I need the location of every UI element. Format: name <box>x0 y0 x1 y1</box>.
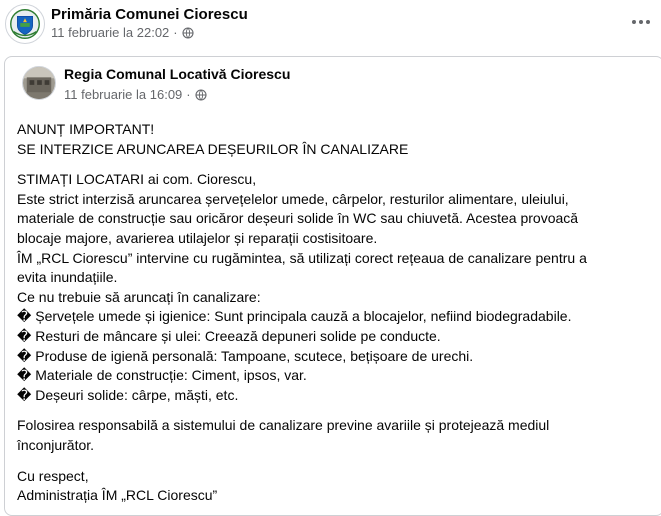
signoff-line: Cu respect, <box>17 467 89 484</box>
post-timestamp[interactable]: 11 februarie la 22:02 <box>51 25 170 40</box>
shared-post-meta <box>64 87 207 102</box>
announcement-subheading: SE INTERZICE ARUNCAREA DEȘEURILOR ÎN CANALIZARE <box>17 140 409 157</box>
list-item: � Șervețele umede și igienice: Sunt principala cauză a blocajelor, nefiind biodegradabile. <box>17 308 572 325</box>
shared-page-avatar[interactable] <box>22 66 56 100</box>
meta-separator: · <box>173 25 178 40</box>
outer-post-header <box>0 0 661 50</box>
post-meta <box>51 25 194 40</box>
shared-post-timestamp[interactable]: 11 februarie la 16:09 <box>64 87 183 102</box>
closing-line: înconjurător. <box>17 436 95 453</box>
list-item: � Materiale de construcție: Ciment, ipsos, var. <box>17 367 307 384</box>
announcement-heading: ANUNȚ IMPORTANT! <box>17 121 155 137</box>
page-avatar[interactable] <box>5 4 45 44</box>
globe-icon[interactable] <box>195 89 207 101</box>
list-item: � Deșeuri solide: cârpe, măști, etc. <box>17 386 239 403</box>
body-line: evita inundațiile. <box>17 269 118 286</box>
building-photo-icon <box>23 67 55 99</box>
body-line: materiale de construcție sau oricăror deșeuri solide în WC sau chiuvetă. Acestea provoacă <box>17 210 579 227</box>
globe-icon[interactable] <box>182 27 194 39</box>
shared-post-card <box>4 56 661 516</box>
body-line: ÎM „RCL Ciorescu” intervine cu rugămintea, să utilizați corect rețeaua de canalizare pentru a <box>17 249 587 266</box>
post-body <box>17 120 647 506</box>
signoff-line: Administrația ÎM „RCL Ciorescu” <box>17 487 218 504</box>
body-line: blocaje majore, avarierea utilajelor și reparații costisitoare. <box>17 229 378 246</box>
shared-page-name[interactable]: Regia Comunal Locativă Ciorescu <box>64 66 291 82</box>
page-name[interactable]: Primăria Comunei Ciorescu <box>51 6 248 23</box>
more-options-icon[interactable] <box>627 8 655 36</box>
closing-line: Folosirea responsabilă a sistemului de canalizare previne avariile și protejează mediul <box>17 417 550 434</box>
meta-separator: · <box>186 87 191 102</box>
greeting-line: STIMAȚI LOCATARI ai com. Ciorescu, <box>17 171 257 188</box>
list-intro: Ce nu trebuie să aruncați în canalizare: <box>17 288 261 305</box>
list-item: � Produse de igienă personală: Tampoane, scutece, bețișoare de urechi. <box>17 347 474 364</box>
list-item: � Resturi de mâncare și ulei: Creează depuneri solide pe conducte. <box>17 327 441 344</box>
body-line: Este strict interzisă aruncarea șervețelelor umede, cârpelor, resturilor alimentare, uleiului, <box>17 190 569 207</box>
coat-of-arms-icon <box>6 5 44 43</box>
